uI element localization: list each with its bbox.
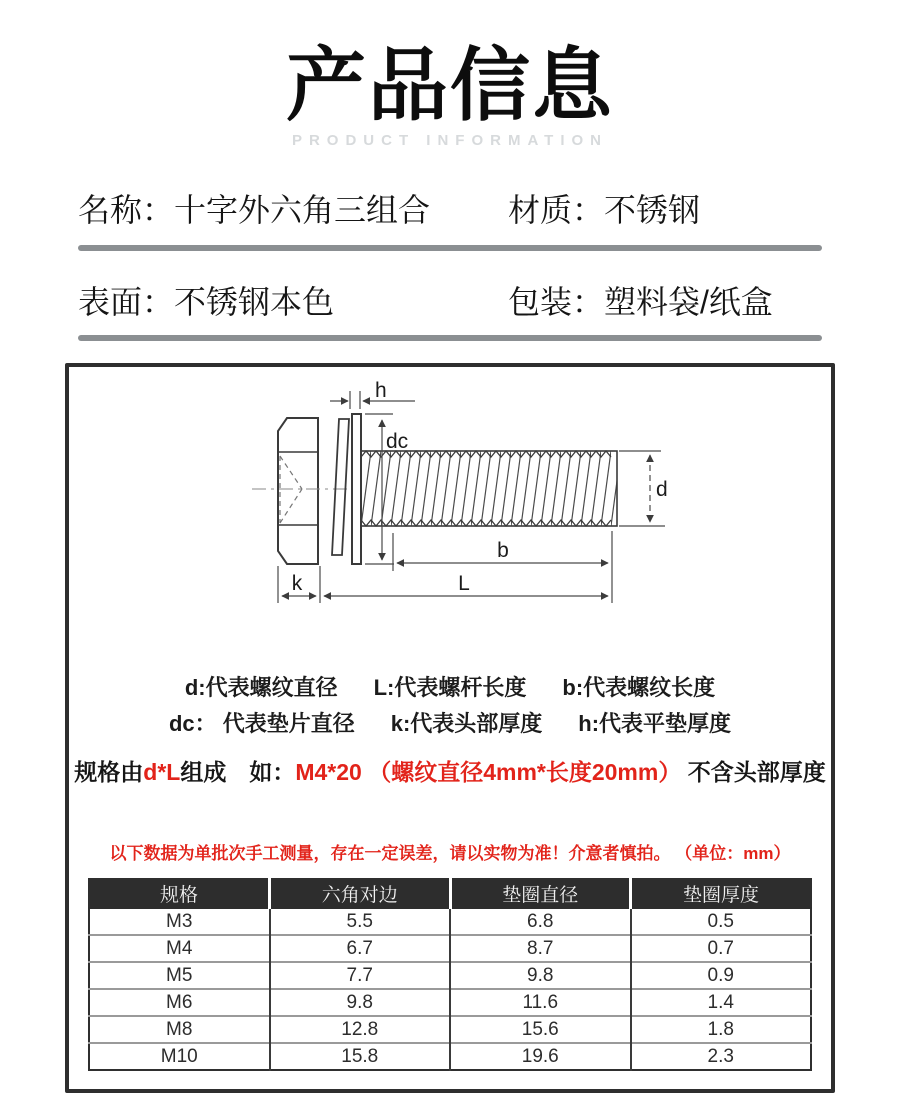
legend-line-1 xyxy=(69,674,831,702)
surface-label: 表面： xyxy=(78,284,175,320)
table-cell: 11.6 xyxy=(450,989,631,1016)
legend-item-d: d:代表螺纹直径 xyxy=(184,675,338,700)
divider xyxy=(78,335,822,341)
table-row xyxy=(89,1043,811,1070)
name-label: 名称： xyxy=(78,192,175,228)
table-row xyxy=(89,908,811,935)
table-cell: 0.5 xyxy=(631,908,812,935)
table-cell: 1.4 xyxy=(631,989,812,1016)
table-cell: M4 xyxy=(89,935,270,962)
table-cell: 0.7 xyxy=(631,935,812,962)
spring-washer xyxy=(332,419,349,555)
attr-row-name-material xyxy=(78,185,822,231)
legend-item-dc: dc： 代表垫片直径 xyxy=(168,711,355,736)
table-cell: 15.8 xyxy=(270,1043,451,1070)
table-cell: 9.8 xyxy=(270,989,451,1016)
name-field xyxy=(78,185,508,231)
hex-head-outline xyxy=(278,418,318,564)
packaging-label: 包装： xyxy=(508,284,605,320)
table-header-washer-diameter: 垫圈直径 xyxy=(450,879,631,908)
dimension-legend xyxy=(69,674,831,738)
table-cell: M3 xyxy=(89,908,270,935)
spec-segment: 不含头部厚度 xyxy=(687,759,826,785)
dim-label-k: k xyxy=(291,572,303,595)
spec-segment: 组成 如： xyxy=(180,759,296,785)
surface-value: 不锈钢本色 xyxy=(174,284,335,320)
flat-washer xyxy=(352,414,361,564)
table-header-hex-width: 六角对边 xyxy=(270,879,451,908)
table-row xyxy=(89,935,811,962)
name-value: 十字外六角三组合 xyxy=(174,192,431,228)
table-cell: 8.7 xyxy=(450,935,631,962)
table-cell: 9.8 xyxy=(450,962,631,989)
attr-row-surface-packaging xyxy=(78,277,822,323)
legend-item-h: h:代表平垫厚度 xyxy=(578,711,732,736)
table-cell: 12.8 xyxy=(270,1016,451,1043)
dim-label-L: L xyxy=(458,572,470,595)
dim-label-dc: dc xyxy=(386,430,409,453)
table-cell: M6 xyxy=(89,989,270,1016)
legend-item-k: k:代表头部厚度 xyxy=(390,711,543,736)
table-cell: 15.6 xyxy=(450,1016,631,1043)
spec-segment-highlight: d*L xyxy=(143,759,181,785)
page-title: 产品信息 xyxy=(286,41,614,130)
table-cell: 6.8 xyxy=(450,908,631,935)
table-cell: 5.5 xyxy=(270,908,451,935)
dim-label-h: h xyxy=(375,379,387,402)
product-attributes xyxy=(78,185,822,341)
material-value: 不锈钢 xyxy=(604,192,701,228)
spec-panel xyxy=(65,363,835,1093)
screw-technical-drawing xyxy=(69,367,831,660)
table-cell: 19.6 xyxy=(450,1043,631,1070)
size-spec-table xyxy=(88,878,812,1071)
legend-item-b: b:代表螺纹长度 xyxy=(562,675,716,700)
legend-line-2 xyxy=(69,710,831,738)
table-header-spec: 规格 xyxy=(89,879,270,908)
measurement-warning: 以下数据为单批次手工测量，存在一定误差，请以实物为准！介意者慎拍。 （单位：mm） xyxy=(109,844,791,863)
table-cell: M8 xyxy=(89,1016,270,1043)
legend-item-L: L:代表螺杆长度 xyxy=(373,675,527,700)
table-cell: 2.3 xyxy=(631,1043,812,1070)
table-cell: 7.7 xyxy=(270,962,451,989)
dim-label-d: d xyxy=(656,478,668,501)
spec-segment-highlight: M4*20 （螺纹直径4mm*长度20mm） xyxy=(295,759,688,785)
surface-field xyxy=(78,277,508,323)
spec-segment: 规格由 xyxy=(74,759,144,785)
table-row xyxy=(89,962,811,989)
table-cell: M10 xyxy=(89,1043,270,1070)
table-row xyxy=(89,1016,811,1043)
divider xyxy=(78,245,822,251)
material-field xyxy=(508,185,700,231)
table-cell: M5 xyxy=(89,962,270,989)
page-subtitle: PRODUCT INFORMATION xyxy=(291,132,609,149)
table-cell: 0.9 xyxy=(631,962,812,989)
threaded-shaft xyxy=(361,451,617,526)
table-header-washer-thickness: 垫圈厚度 xyxy=(631,879,812,908)
table-cell: 6.7 xyxy=(270,935,451,962)
table-cell: 1.8 xyxy=(631,1016,812,1043)
dim-label-b: b xyxy=(497,539,509,562)
spec-format-note xyxy=(69,758,831,787)
packaging-value: 塑料袋/纸盒 xyxy=(604,284,773,320)
table-header-row xyxy=(89,879,811,908)
table-row xyxy=(89,989,811,1016)
material-label: 材质： xyxy=(508,192,605,228)
packaging-field xyxy=(508,277,773,323)
